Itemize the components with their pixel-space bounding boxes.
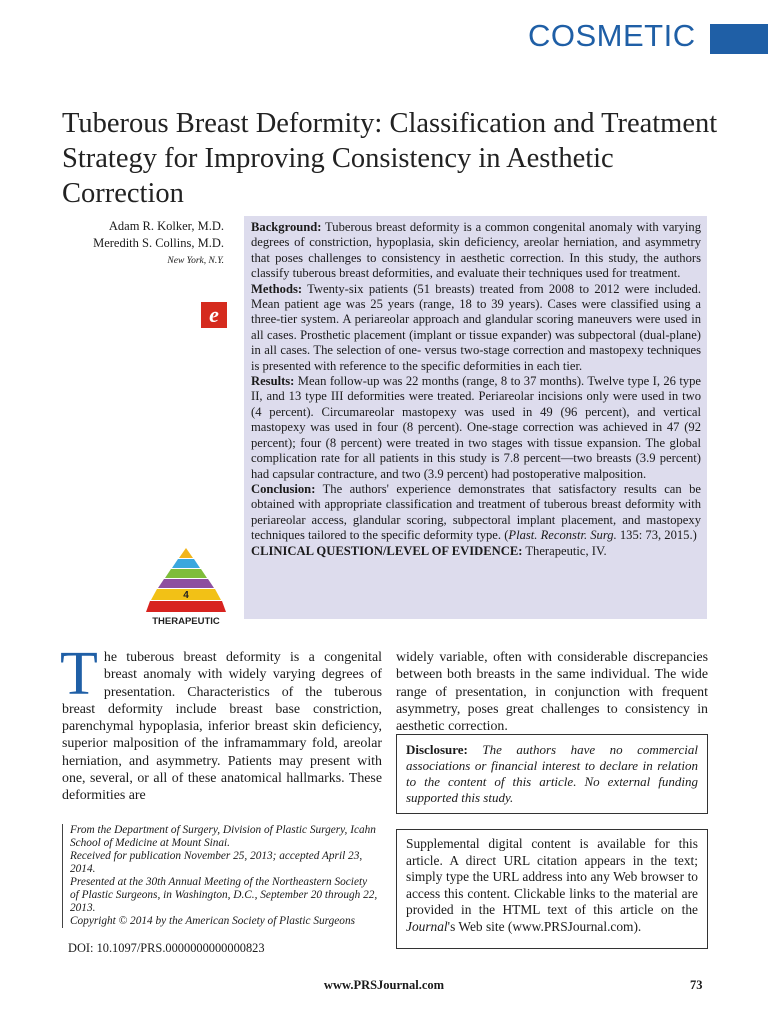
evidence-category-label: THERAPEUTIC xyxy=(152,616,220,627)
abstract-conclusion-text: The authors' experience demonstrates that satisfactory results can be obtained with appropriate classification and treatment of tuberous breast deformity with periareolar access, glandular scoring, subpectoral implant placement, and mastopexy techniques tailored to the specific deformity type. xyxy=(251,481,701,543)
abstract-methods-label: Methods: xyxy=(251,281,303,296)
received-dates: Received for publication November 25, 2013; accepted April 23, 2014. xyxy=(70,850,363,875)
footer-journal-url[interactable]: www.PRSJournal.com xyxy=(323,978,445,992)
pyramid-tier xyxy=(158,579,214,588)
copyright-notice: Copyright © 2014 by the American Society of Plastic Surgeons xyxy=(70,915,355,927)
affiliation-department: From the Department of Surgery, Division of Plastic Surgery, Icahn School of Medicine at Mount Sinai. xyxy=(70,824,376,849)
clinical-question-text: Therapeutic, IV. xyxy=(522,543,607,558)
abstract-results-text: Mean follow-up was 22 months (range, 8 to 37 months). Twelve type I, 26 type II, and 13 type III deformities were treated. Periareolar incisions only were used in two (4 percent). Circumareolar mastopexy was used in 49 (96 percent), and vertical mastopexy was used in four (8 percent). One-stage correction was achieved in 47 (92 percent); four (8 percent) were treated in two stages with tissue expansion. The global complication rate for all patients in this study is 7.8 percent—two breasts (3.9 percent) had capsular contracture, and two (3.9 percent) had postoperative malposition. xyxy=(251,374,701,481)
abstract-background-text: Tuberous breast deformity is a common congenital anomaly with varying degrees of constriction, hypoplasia, skin deficiency, areolar herniation, and asymmetry that poses challenges to consistency in aesthetic correction. In this study, the authors classify tuberous breast deformities, and evaluate their techniques used for treatment. xyxy=(251,220,701,281)
disclosure-text: The authors have no commercial associations or financial interest to declare in relation to the content of this article. No external funding supported this study. xyxy=(406,742,698,805)
abstract-conclusion-label: Conclusion: xyxy=(251,481,316,496)
body-column-right: widely variable, often with considerable discrepancies between both breasts in the same individual. The wide range of presentation, in conjunction with frequent asymmetry, poses great challenges to consistency in aesthetic correction. xyxy=(396,650,708,735)
abstract-methods-text: Twenty-six patients (51 breasts) treated from 2008 to 2012 were included. Mean patient age was 25 years (range, 18 to 39 years). Cases were classified using a three-tier system. A periareolar approach and glandular scoring maneuvers were used in all cases. Prosthetic placement (implant or tissue expander) was subpectoral (dual-plane) in all cases. The selection of one- versus two-stage correction and mastopexy techniques is presented with reference to the specific deformities in each tier. xyxy=(251,281,701,373)
abstract-background-label: Background: xyxy=(251,220,322,234)
clinical-question-label: CLINICAL QUESTION/LEVEL OF EVIDENCE: xyxy=(251,543,523,558)
doi[interactable]: DOI: 10.1097/PRS.0000000000000823 xyxy=(68,941,265,955)
abstract-results-label: Results: xyxy=(251,374,295,389)
section-label: COSMETIC xyxy=(528,18,696,53)
presented-at: Presented at the 30th Annual Meeting of the Northeastern Society of Plastic Surgeons, in Washington, D.C., September 20 through 22, 2013. xyxy=(70,876,378,914)
evidence-level-number: 4 xyxy=(183,590,189,601)
disclosure-box xyxy=(396,734,708,814)
journal-citation: Plast. Reconstr. Surg. xyxy=(508,528,617,543)
article-title: Tuberous Breast Deformity: Classification and Treatment Strategy for Improving Consistency in Aesthetic Correction xyxy=(62,108,718,209)
abstract-box xyxy=(244,216,707,619)
supplemental-content-box xyxy=(396,829,708,949)
journal-name: Journal xyxy=(406,918,448,934)
pyramid-tier xyxy=(165,569,207,578)
author-location: New York, N.Y. xyxy=(167,256,224,266)
pyramid-tier xyxy=(172,559,200,568)
supplemental-text: Supplemental digital content is available for this article. A direct URL citation appears in the text; simply type the URL address into any Web browser to access this content. Clickable links to the material are provided in the HTML text of this article on the xyxy=(406,836,698,917)
author-name: Adam R. Kolker, M.D. xyxy=(108,219,224,233)
drop-cap: T xyxy=(60,640,98,708)
pyramid-tier-base xyxy=(146,601,226,612)
disclosure-label: Disclosure: xyxy=(406,742,468,757)
author-name: Meredith S. Collins, M.D. xyxy=(93,236,224,250)
evidence-pyramid-icon xyxy=(146,546,226,628)
supplemental-text-end: 's Web site (www.PRSJournal.com). xyxy=(447,918,642,934)
page-number: 73 xyxy=(690,978,703,992)
body-text-left: he tuberous breast deformity is a congenital breast anomaly with widely varying degrees of presentation. Characteristics of the tuberous breast deformity include breast base constriction, parenchymal hypoplasia, inferior breast skin deficiency, superior malposition of the inframammary fold, areolar herniation, and asymmetry. Patients may present with one, several, or all of these anatomical hallmarks. These deformities are xyxy=(62,650,382,804)
e-content-icon: e xyxy=(201,302,227,328)
citation-details: 135: 73, 2015.) xyxy=(616,528,697,543)
section-bar xyxy=(710,24,768,54)
affiliation-block xyxy=(62,824,378,928)
citation-open: ( xyxy=(501,528,509,543)
body-column-left xyxy=(60,640,382,805)
pyramid-tier-top xyxy=(179,548,193,558)
